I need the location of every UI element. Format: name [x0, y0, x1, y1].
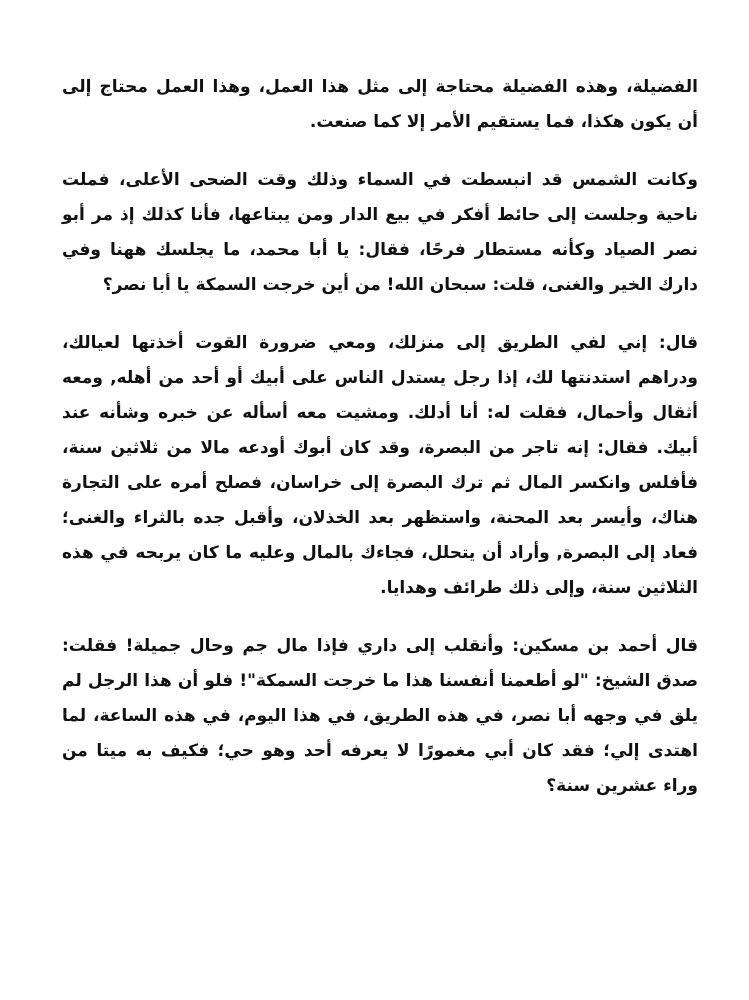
- paragraph-1: الفضيلة، وهذه الفضيلة محتاجة إلى مثل هذا العمل، وهذا العمل محتاج إلى أن يكون هكذا، فما يستقيم الأمر إلا كما صنعت.: [62, 77, 698, 132]
- paragraph-3: قال: إني لفي الطريق إلى منزلك، ومعي ضرورة القوت أخذتها لعيالك، ودراهم استدنتها لك، إذا رجل يستدل الناس على أبيك أو أحد من أهله, ومعه أثقال وأحمال، فقلت له: أنا أدلك. ومشيت معه أسأله عن خبره وشأنه عند أبيك. فقال: إنه تاجر من البصرة، وقد كان أبوك أودعه مالا من ثلاثين سنة، فأفلس وانكسر المال ثم ترك البصرة إلى خراسان، فصلح أمره على التجارة هناك، وأيسر بعد المحنة، واستظهر بعد الخذلان، وأقبل جده بالثراء والغنى؛ فعاد إلى البصرة, وأراد أن يتحلل، فجاءك بالمال وعليه ما كان يربحه في هذه الثلاثين سنة، وإلى ذلك طرائف وهدايا.: [62, 333, 698, 598]
- paragraph-2: وكانت الشمس قد انبسطت في السماء وذلك وقت الضحى الأعلى، فملت ناحية وجلست إلى حائط أفكر في بيع الدار ومن يبتاعها، فأنا كذلك إذ مر أبو نصر الصياد وكأنه مستطار فرحًا، فقال: يا أبا محمد، ما يجلسك ههنا وفي دارك الخير والغنى، قلت: سبحان الله! من أين خرجت السمكة يا أبا نصر؟: [62, 170, 698, 295]
- paragraph-4: قال أحمد بن مسكين: وأنقلب إلى داري فإذا مال جم وحال جميلة! فقلت: صدق الشيخ: "لو أطعمنا أنفسنا هذا ما خرجت السمكة"! فلو أن هذا الرجل لم يلق في وجهه أبا نصر، في هذه الطريق، في هذا اليوم، في هذه الساعة، لما اهتدى إلي؛ فقد كان أبي مغمورًا لا يعرفه أحد وهو حي؛ فكيف به ميتا من وراء عشرين سنة؟: [62, 636, 698, 796]
- document-page: [62, 70, 698, 804]
